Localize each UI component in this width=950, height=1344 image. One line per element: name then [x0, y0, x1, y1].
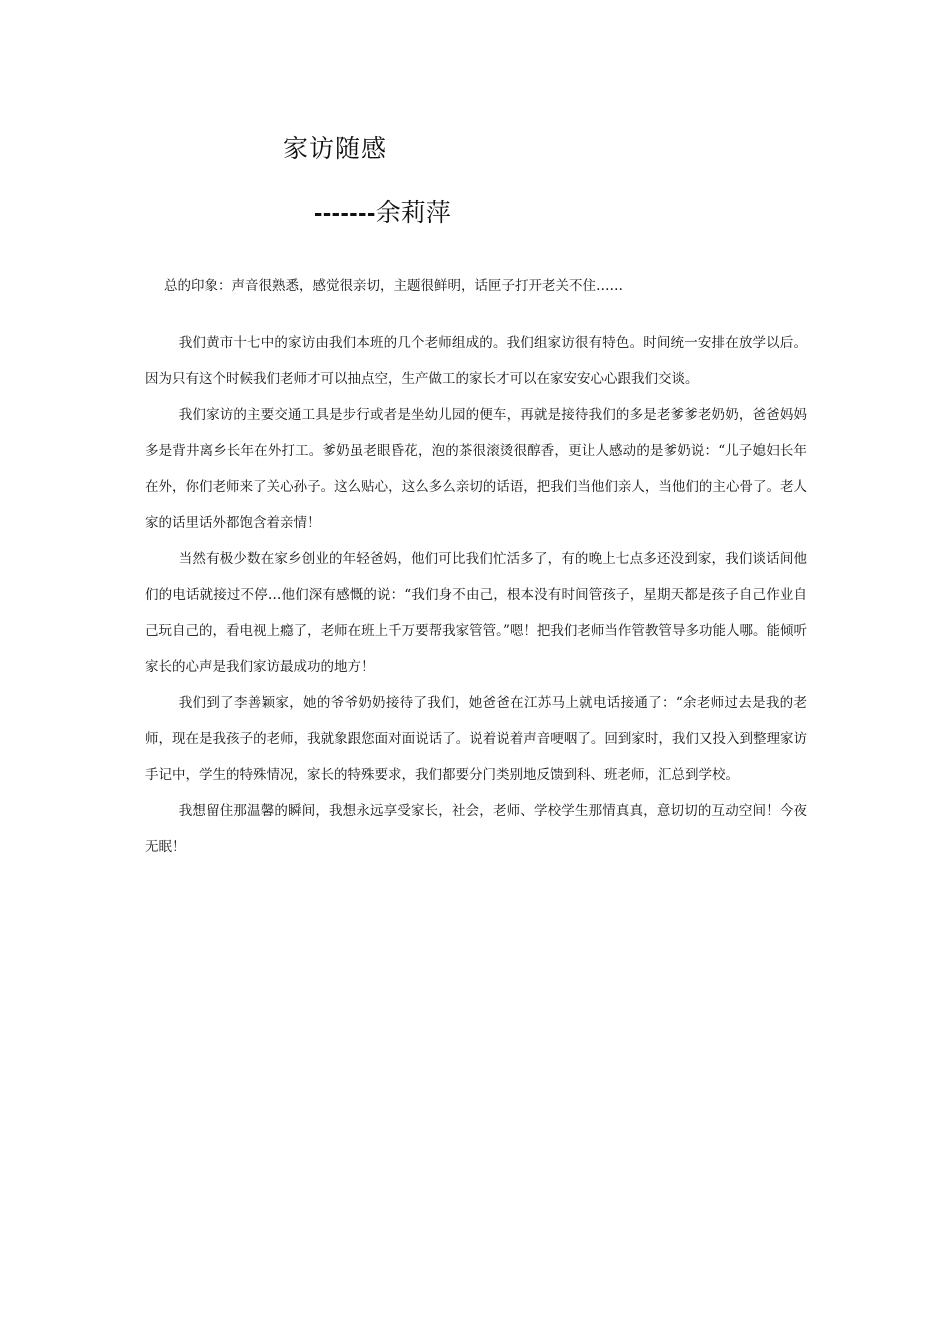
paragraph: 当然有极少数在家乡创业的年轻爸妈，他们可比我们忙活多了，有的晚上七点多还没到家，我们谈话间他们的电话就接过不停…他们深有感慨的说：“我们身不由己，根本没有时间管孩子，星期天都是孩子自己作业自己玩自己的，看电视上瘾了，老师在班上千万要帮我家管管。”嗯！把我们老师当作管教管导多功能人哪。能倾听家长的心声是我们家访最成功的地方！: [145, 551, 807, 675]
document-title: 家访随感: [283, 134, 388, 163]
paragraph: 我们家访的主要交通工具是步行或者是坐幼儿园的便车，再就是接待我们的多是老爹爹老奶奶，爸爸妈妈多是背井离乡长年在外打工。爹奶虽老眼昏花，泡的茶很滚烫很醇香，更让人感动的是爹奶说：“儿子媳妇长年在外，你们老师来了关心孙子。这么贴心，这么多么亲切的话语，把我们当他们亲人，当他们的主心骨了。老人家的话里话外都饱含着亲情！: [145, 407, 807, 531]
paragraph: 我们到了李善颖家，她的爷爷奶奶接待了我们，她爸爸在江苏马上就电话接通了：“余老师过去是我的老师，现在是我孩子的老师，我就象跟您面对面说话了。说着说着声音哽咽了。回到家时，我们又投入到整理家访手记中，学生的特殊情况，家长的特殊要求，我们都要分门类别地反馈到科、班老师，汇总到学校。: [145, 695, 807, 783]
paragraph: 我们黄市十七中的家访由我们本班的几个老师组成的。我们组家访很有特色。时间统一安排在放学以后。因为只有这个时候我们老师才可以抽点空，生产做工的家长才可以在家安安心心跟我们交谈。: [145, 335, 807, 387]
author-name: 余莉萍: [375, 198, 451, 227]
author-line: [314, 196, 451, 230]
author-dashes: -------: [314, 199, 376, 227]
body-text: [145, 325, 807, 865]
summary-line: 总的印象：声音很熟悉，感觉很亲切，主题很鲜明，话匣子打开老关不住……: [164, 278, 623, 294]
paragraph: 我想留住那温馨的瞬间，我想永远享受家长，社会，老师、学校学生那情真真，意切切的互动空间！今夜无眠！: [145, 803, 807, 855]
